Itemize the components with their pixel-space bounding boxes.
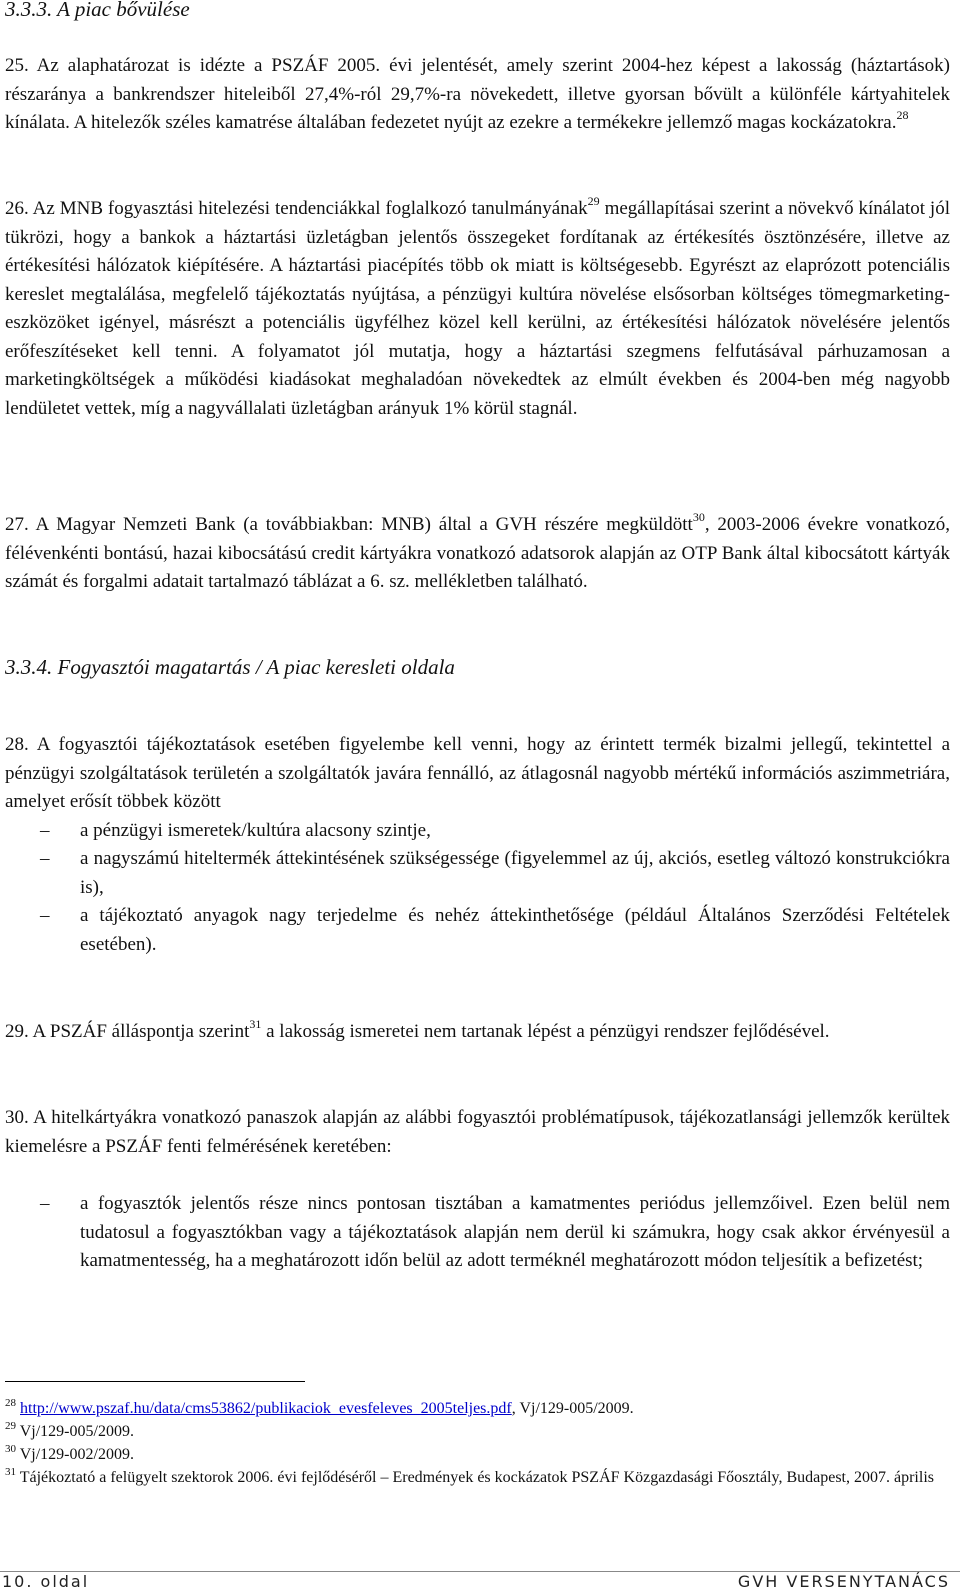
page-number: 10. oldal (2, 1572, 90, 1591)
footnote-ref-31[interactable]: 31 (249, 1017, 262, 1031)
paragraph-27: 27. A Magyar Nemzeti Bank (a továbbiakban: MNB) által a GVH részére megküldött$^{30}$, 2003-2006 évekre vonatkozó, félévenkénti bontású, hazai kibocsátású credit kártyákra vonatkozó adatsorok alapján az OTP Bank által kibocsátott kártyák számát és forgalmi adatait tartalmazó táblázat a 6. sz. mellékletben található. (5, 510, 950, 592)
paragraph-30: 30. A hitelkártyákra vonatkozó panaszok alapján az alábbi fogyasztói problématípusok, tájékozatlansági jellemzők kerültek kiemelésre a PSZÁF fenti felmérésének keretében: (5, 1107, 950, 1157)
footnote-30: $^{30}$ Vj/129-002/2009. (5, 1443, 134, 1463)
footnote-28: $^{28}$ http://www.pszaf.hu/data/cms53862/publikaciok_evesfeleves_2005teljes.pdf, Vj/129-005/2009. (5, 1397, 634, 1417)
footnote-ref-30[interactable]: 30 (692, 510, 705, 524)
list-item: – a pénzügyi ismeretek/kultúra alacsony szintje, (5, 817, 950, 846)
footnote-29: $^{29}$ Vj/129-005/2009. (5, 1420, 134, 1440)
list-item: – a tájékoztató anyagok nagy terjedelme és nehéz áttekinthetősége (például Általános Szerződési Feltételek esetében). (5, 902, 950, 959)
section-heading-3-3-4: 3.3.4. Fogyasztói magatartás / A piac keresleti oldala (5, 655, 455, 679)
footnote-ref-29[interactable]: 29 (587, 194, 600, 208)
dash-bullet: – (40, 1193, 50, 1214)
footnote-link[interactable]: http://www.pszaf.hu/data/cms53862/publikaciok_evesfeleves_2005teljes.pdf (20, 1400, 512, 1417)
footnote-ref-28[interactable]: 28 (896, 108, 909, 122)
dash-bullet: – (40, 905, 50, 926)
list-item: – a fogyasztók jelentős része nincs pontosan tisztában a kamatmentes periódus jellemzőivel. Ezen belül nem tudatosul a fogyasztókban vagy a tájékoztatások alapján nem derül ki számukra, hogy csak akkor érvényesül a kamatmentesség, ha a meghatározott időn belül az adott terméknél meghatározott módon teljesítik a befizetést; (5, 1190, 950, 1276)
list-item: – a nagyszámú hiteltermék áttekintésének szükségessége (figyelemmel az új, akciós, esetleg változó konstrukciókra is), (5, 845, 950, 902)
paragraph-28: 28. A fogyasztói tájékoztatások esetében figyelembe kell venni, hogy az érintett termék bizalmi jellegű, tekintettel a pénzügyi szolgáltatások területén a szolgáltatók javára fennálló, az átlagosnál nagyobb mértékű információs aszimmetriára, amelyet erősít többek között – a pénzügyi ismeretek/kultúra alacsony szintje, – a nagyszámú hiteltermék áttekintésének szükségessége (figyelemmel az új, akciós, esetleg változó konstrukciókra is), – a tájékoztató anyagok nagy terjedelme és nehéz áttekinthetősége (például Általános Szerződési Feltételek esetében). (5, 731, 950, 959)
footer-organization: GVH VERSENYTANÁCS (737, 1572, 950, 1591)
paragraph-25: 25. Az alaphatározat is idézte a PSZÁF 2005. évi jelentését, amely szerint 2004-hez képest a lakosság (háztartások) részaránya a bankrendszer hiteleiből 27,4%-ról 29,7%-ra növekedett, illetve gyorsan bővült a különféle kártyahitelek kínálata. A hitelezők széles kamatrése általában fedezetet nyújt az ezekre a termékekre jellemző magas kockázatokra.$^{28}$ (5, 55, 950, 133)
dash-bullet: – (40, 819, 50, 841)
section-heading-3-3-3: 3.3.3. A piac bővülése (5, 0, 190, 21)
footnote-31: $^{31}$ Tájékoztató a felügyelt szektorok 2006. évi fejlődéséről – Eredmények és kockázatok PSZÁF Közgazdasági Főosztály, Budapest, 2007. április (5, 1466, 934, 1486)
footnote-separator (5, 1381, 305, 1382)
dash-bullet: – (40, 848, 50, 869)
paragraph-29: 29. A PSZÁF álláspontja szerint$^{31}$ a lakosság ismeretei nem tartanak lépést a pénzügyi rendszer fejlődésével. (5, 1017, 830, 1042)
paragraph-26: 26. Az MNB fogyasztási hitelezési tendenciákkal foglalkozó tanulmányának$^{29}$ megállapításai szerint a növekvő kínálatot jól tükrözi, hogy a bankok a háztartási üzletágban jelentős összegeket fordítanak az értékesítés ösztönzésére, illetve az értékesítési hálózatok kiépítésére. A háztartási piacépítés több ok miatt is költségesebb. Egyrészt az elaprózott potenciális kereslet megtalálása, megfelelő tájékoztatás nyújtása, a pénzügyi kultúra növelése elsősorban költséges tömegmarketing-eszközöket igényel, másrészt a potenciális ügyfélhez közel kell kerülni, az értékesítési hálózatok növelésére jelentős erőfeszítéseket kell tenni. A folyamatot jól mutatja, hogy a háztartási szegmens felfutásával párhuzamosan a marketingköltségek a működési kiadásokat meghaladóan növekedtek az elmúlt években és 2004-ben még nagyobb lendületet vettek, míg a nagyvállalati üzletágban arányuk 1% körül stagnál. (5, 194, 950, 419)
